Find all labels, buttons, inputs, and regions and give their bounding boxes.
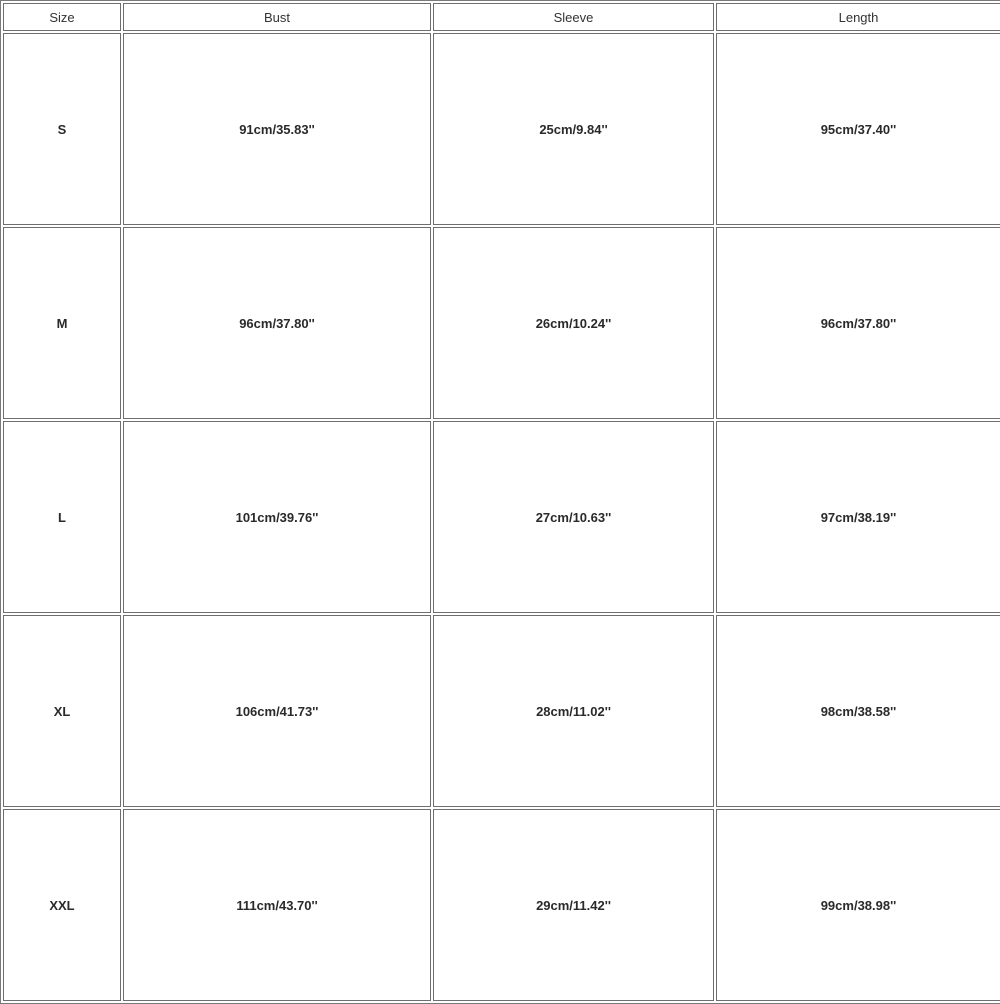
header-bust: Bust (123, 3, 431, 31)
cell-bust: 106cm/41.73'' (123, 615, 431, 807)
cell-size: S (3, 33, 121, 225)
cell-bust: 111cm/43.70'' (123, 809, 431, 1001)
header-size: Size (3, 3, 121, 31)
header-sleeve: Sleeve (433, 3, 714, 31)
cell-bust: 96cm/37.80'' (123, 227, 431, 419)
cell-bust: 91cm/35.83'' (123, 33, 431, 225)
cell-sleeve: 26cm/10.24'' (433, 227, 714, 419)
cell-size: XXL (3, 809, 121, 1001)
cell-sleeve: 29cm/11.42'' (433, 809, 714, 1001)
table-row (3, 421, 1000, 613)
table-row (3, 227, 1000, 419)
cell-sleeve: 27cm/10.63'' (433, 421, 714, 613)
cell-sleeve: 28cm/11.02'' (433, 615, 714, 807)
table-row (3, 33, 1000, 225)
table-row (3, 615, 1000, 807)
cell-sleeve: 25cm/9.84'' (433, 33, 714, 225)
cell-length: 99cm/38.98'' (716, 809, 1000, 1001)
cell-size: L (3, 421, 121, 613)
cell-length: 96cm/37.80'' (716, 227, 1000, 419)
cell-size: M (3, 227, 121, 419)
cell-length: 97cm/38.19'' (716, 421, 1000, 613)
header-length: Length (716, 3, 1000, 31)
header-row (3, 3, 1000, 31)
table-row (3, 809, 1000, 1001)
cell-length: 95cm/37.40'' (716, 33, 1000, 225)
cell-size: XL (3, 615, 121, 807)
cell-length: 98cm/38.58'' (716, 615, 1000, 807)
cell-bust: 101cm/39.76'' (123, 421, 431, 613)
